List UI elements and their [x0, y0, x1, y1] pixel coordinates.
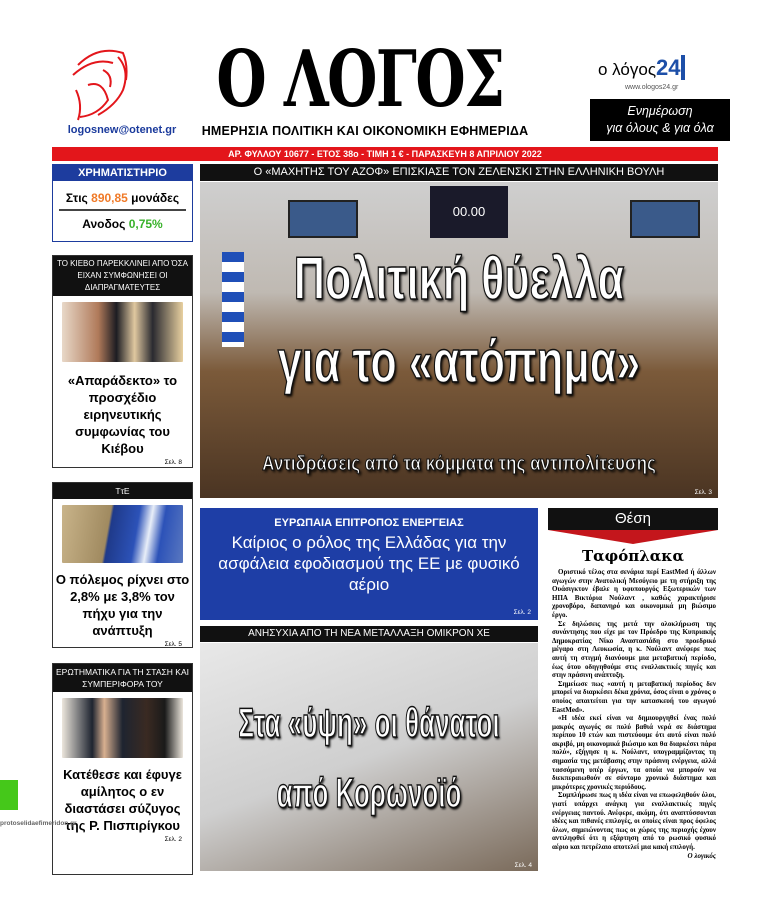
- newspaper-subtitle: ΗΜΕΡΗΣΙΑ ΠΟΛΙΤΙΚΗ ΚΑΙ ΟΙΚΟΝΟΜΙΚΗ ΕΦΗΜΕΡΙΔΑ: [201, 124, 529, 138]
- opinion-signature: Ο λογικός: [687, 851, 716, 860]
- opinion-title: Ταφόπλακα: [581, 547, 685, 565]
- main-headline-line1: Πολιτική θύελλα: [293, 245, 625, 312]
- page-ref: Σελ. 2: [164, 836, 182, 843]
- covid-headline-line2: από Κορωνοϊό: [276, 769, 462, 816]
- opinion-triangle: [548, 530, 718, 544]
- side-story-bank[interactable]: [52, 482, 193, 648]
- page-ref: Σελ. 3: [694, 489, 712, 496]
- logos24-logo[interactable]: [598, 55, 708, 82]
- slogan-box: [590, 99, 730, 141]
- energy-story[interactable]: [200, 508, 538, 620]
- page-ref: Σελ. 5: [164, 641, 182, 648]
- energy-headline: Καίριος ο ρόλος της Ελλάδας για την ασφάλεια εφοδιασμού της ΕΕ με φυσικό αέριο: [218, 533, 520, 594]
- video-screen-right: [630, 200, 700, 238]
- side-story-kicker: ΤΟ ΚΙΕΒΟ ΠΑΡΕΚΚΛΙΝΕΙ ΑΠΟ ΌΣΑ ΕΙΧΑΝ ΣΥΜΦΩΝΗΣΕΙ ΟΙ ΔΙΑΠΡΑΓΜΑΤΕΥΤΕΣ: [53, 256, 192, 296]
- opinion-paragraph: Σε δηλώσεις της μετά την ολοκλήρωση της συνάντησης που είχε με τον Πρόεδρο της Κυπριακής Δημοκρατίας Νίκο Αναστασιάδη στο προεδρικό μέγαρο στη Λευκωσία, η κ. Νούλαντ ανέφερε πως αυτή τη στιγμή διανύουμε μια μεταβατική περίοδο, έως ότου οδηγηθούμε στις εναλλακτικές πηγές και στην πράσινη ανάπτυξη.: [552, 619, 716, 680]
- newspaper-title: Ο ΛΟΓΟΣ: [216, 34, 504, 125]
- stock-change-label: Ανοδος: [82, 217, 129, 231]
- opinion-paragraph: Οριστικό τέλος στα σενάρια περί EastMed ή άλλων αγωγών στην Ανατολική Μεσόγειο με τη στήριξη της Ουάσιγκτον έβαλε η υφυπουργός Εξωτερικών των ΗΠΑ Βικτόρια Νούλαντ , καθώς χαρακτήρισε χρονοβόρο, δαπανηρό και οικονομικά μη βιώσιμο έργο.: [552, 568, 716, 619]
- opinion-paragraph: Σημείωσε πως «αυτή η μεταβατική περίοδος δεν μπορεί να διαρκέσει δέκα χρόνια, όσος είναι ο χρόνος ο οποίος απαιτείται για την κατασκευή του αγωγού EastMed».: [552, 679, 716, 714]
- side-story-kicker: ΕΡΩΤΗΜΑΤΙΚΑ ΓΙΑ ΤΗ ΣΤΑΣΗ ΚΑΙ ΣΥΜΠΕΡΙΦΟΡΑ ΤΟΥ: [53, 664, 192, 692]
- page-ref: Σελ. 8: [164, 459, 182, 466]
- covid-kicker: ΑΝΗΣΥΧΙΑ ΑΠΟ ΤΗ ΝΕΑ ΜΕΤΑΛΛΑΞΗ ΟΜΙΚΡΟΝ ΧΕ: [200, 626, 538, 642]
- opinion-heading: Θέση: [548, 508, 718, 530]
- covid-story-photo[interactable]: [200, 643, 538, 871]
- covid-headline-line1: Στα «ύψη» οι θάνατοι: [238, 699, 500, 746]
- side-story-pispirigou[interactable]: [52, 663, 193, 875]
- main-headline-line2: για το «ατόπημα»: [277, 328, 641, 395]
- slogan-line: για όλους & για όλα: [606, 121, 714, 135]
- parliament-flags-photo: [62, 505, 183, 563]
- page-ref: Σελ. 2: [513, 609, 531, 616]
- energy-kicker: ΕΥΡΩΠΑΙΑ ΕΠΙΤΡΟΠΟΣ ΕΝΕΡΓΕΙΑΣ: [274, 517, 464, 529]
- watermark-text: protoselidaefimeridon.gr: [0, 820, 77, 827]
- stock-value: 890,85: [91, 191, 128, 205]
- contact-email[interactable]: logosnew@otenet.gr: [67, 124, 177, 136]
- main-subheadline: Αντιδράσεις από τα κόμματα της αντιπολίτευσης: [262, 453, 656, 475]
- stock-change: 0,75%: [128, 217, 163, 231]
- side-story-kiev[interactable]: [52, 255, 193, 468]
- men-photo: [62, 698, 183, 758]
- side-story-kicker: ΤτΕ: [53, 483, 192, 499]
- side-story-headline: Κατέθεσε και έφυγε αμίλητος ο εν διαστάσει σύζυγος της Ρ. Πισπιρίγκου: [63, 767, 182, 833]
- stock-market-box: [52, 164, 193, 242]
- video-screen-left: [288, 200, 358, 238]
- main-story-photo[interactable]: [200, 182, 718, 498]
- stock-change-line: [53, 217, 192, 231]
- clock-display: 00.00: [430, 186, 508, 238]
- stock-post: μονάδες: [127, 191, 180, 205]
- opinion-paragraph: Συμπλήρωσε πως η ιδέα είναι να επωφεληθούν όλοι, γιατί υπάρχει ανάγκη για εναλλακτικές πηγές ενέργειας παντού. Ανέφερε, ακόμη, ότι αναπτύσσονται ιδέες και πιθανές επιλογές, οι οποίες είναι προς όφελος όλων, σημειώνοντας πως οι χώρες της περιοχής έχουν αντιληφθεί ότι η εξάρτηση από το ρωσικό φυσικό αέριο και πετρέλαιο αποτελεί μια κακή επιλογή.: [552, 791, 716, 851]
- slogan-line: Ενημέρωση: [627, 104, 693, 118]
- watermark-green-square: [0, 780, 18, 810]
- stock-heading: ΧΡΗΜΑΤΙΣΤΗΡΙΟ: [53, 165, 192, 181]
- logos24-url[interactable]: www.ologos24.gr: [625, 84, 679, 91]
- main-story-kicker: Ο «ΜΑΧΗΤΗΣ ΤΟΥ ΑΖΟΦ» ΕΠΙΣΚΙΑΣΕ ΤΟΝ ΖΕΛΕΝΣΚΙ ΣΤΗΝ ΕΛΛΗΝΙΚΗ ΒΟΥΛΗ: [200, 164, 718, 181]
- logos24-text: ο λόγος: [598, 60, 657, 79]
- opinion-column: [552, 568, 716, 860]
- logos24-number: 24: [656, 55, 684, 80]
- logo-illustration: [68, 45, 140, 123]
- issue-info-bar: ΑΡ. ΦΥΛΛΟΥ 10677 - ΕΤΟΣ 38ο - ΤΙΜΗ 1 € - ΠΑΡΑΣΚΕΥΗ 8 ΑΠΡΙΛΙΟΥ 2022: [52, 147, 718, 161]
- opinion-paragraph: «Η ιδέα εκεί είναι να δημιουργηθεί ένας πολύ μακρύς αγωγός σε πολύ βαθιά νερά σε διάστημα περίπου 10 ετών και πιστεύουμε ότι αυτό είναι πολύ ακριβό, μη οικονομικά βιώσιμο και θα διαρκέσει πάρα πολύ», εξήγησε η κ. Νούλαντ, υπογραμμίζοντας τη σημασία της μετάβασης στην πράσινη ενέργεια, αλλά τασσόμενη υπέρ έργων, τα οποία να μπορούν να διεκπεραιωθούν σε σύντομο χρονικό διάστημα και μικρότερες χρονικές περιόδους.: [552, 714, 716, 791]
- side-story-headline: «Απαράδεκτο» το προσχέδιο ειρηνευτικής συμφωνίας του Κιέβου: [67, 373, 178, 456]
- putin-lavrov-photo: [62, 302, 183, 362]
- page-ref: Σελ. 4: [514, 862, 532, 869]
- stock-value-line: [59, 191, 186, 211]
- side-story-headline: Ο πόλεμος ρίχνει στο 2,8% με 3,8% τον πήχυ για την ανάπτυξη: [55, 572, 190, 638]
- stock-pre: Στις: [65, 191, 92, 205]
